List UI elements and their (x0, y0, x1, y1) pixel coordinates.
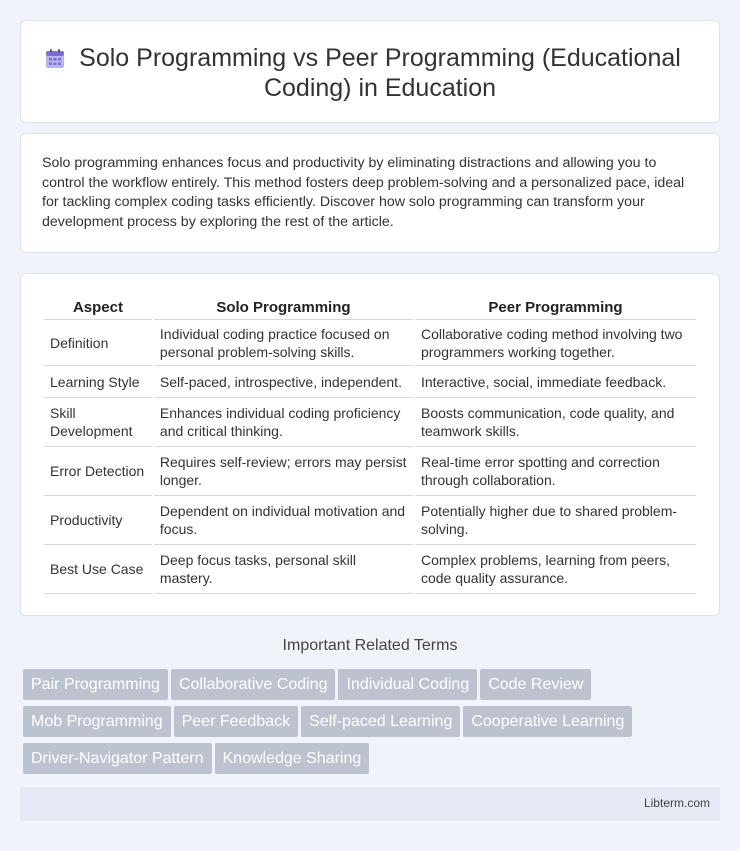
tag-code-review[interactable]: Code Review (480, 669, 591, 700)
row-solo: Dependent on individual motivation and focus. (154, 496, 413, 545)
row-aspect: Learning Style (44, 366, 152, 398)
row-peer: Complex problems, learning from peers, code quality assurance. (415, 545, 696, 594)
header-card (20, 20, 720, 123)
header-aspect: Aspect (44, 296, 152, 320)
footer-site-link[interactable]: Libterm.com (643, 796, 710, 810)
row-aspect: Skill Development (44, 398, 152, 447)
tag-peer-feedback[interactable]: Peer Feedback (174, 706, 299, 737)
page-title: Solo Programming vs Peer Programming (Educational Coding) in Education (79, 44, 681, 102)
table-row (44, 320, 696, 366)
row-solo: Self-paced, introspective, independent. (154, 366, 413, 398)
row-solo: Enhances individual coding proficiency and critical thinking. (154, 398, 413, 447)
intro-paragraph: Solo programming enhances focus and productivity by eliminating distractions and allowing you to control the workflow entirely. This method fosters deep problem-solving and a personalized pace, ideal for tackling complex coding tasks efficiently. Discover how solo programming can transform your development process by exploring the rest of the article. (42, 155, 685, 230)
row-solo: Individual coding practice focused on personal problem-solving skills. (154, 320, 413, 366)
related-terms-list (23, 669, 723, 780)
row-aspect: Productivity (44, 496, 152, 545)
row-peer: Collaborative coding method involving two programmers working together. (415, 320, 696, 366)
row-peer: Potentially higher due to shared problem-solving. (415, 496, 696, 545)
tag-mob-programming[interactable]: Mob Programming (23, 706, 171, 737)
row-peer: Boosts communication, code quality, and teamwork skills. (415, 398, 696, 447)
footer (20, 787, 720, 821)
tag-collaborative-coding[interactable]: Collaborative Coding (171, 669, 336, 700)
row-peer: Real-time error spotting and correction through collaboration. (415, 447, 696, 496)
header-peer-programming: Peer Programming (415, 296, 696, 320)
tag-driver-navigator-pattern[interactable]: Driver-Navigator Pattern (23, 743, 212, 774)
intro-card (20, 133, 720, 253)
table-row (44, 447, 696, 496)
table-row (44, 366, 696, 398)
header-solo-programming: Solo Programming (154, 296, 413, 320)
comparison-table (42, 296, 698, 594)
row-solo: Deep focus tasks, personal skill mastery. (154, 545, 413, 594)
table-row (44, 545, 696, 594)
tag-cooperative-learning[interactable]: Cooperative Learning (463, 706, 632, 737)
comparison-table-card (20, 273, 720, 616)
row-peer: Interactive, social, immediate feedback. (415, 366, 696, 398)
row-aspect: Error Detection (44, 447, 152, 496)
tag-pair-programming[interactable]: Pair Programming (23, 669, 168, 700)
row-aspect: Definition (44, 320, 152, 366)
table-row (44, 496, 696, 545)
row-aspect: Best Use Case (44, 545, 152, 594)
table-row (44, 398, 696, 447)
row-solo: Requires self-review; errors may persist longer. (154, 447, 413, 496)
table-header-row (44, 296, 696, 320)
tag-knowledge-sharing[interactable]: Knowledge Sharing (215, 743, 370, 774)
tag-self-paced-learning[interactable]: Self-paced Learning (301, 706, 460, 737)
related-terms-title: Important Related Terms (282, 637, 458, 654)
tag-individual-coding[interactable]: Individual Coding (338, 669, 477, 700)
